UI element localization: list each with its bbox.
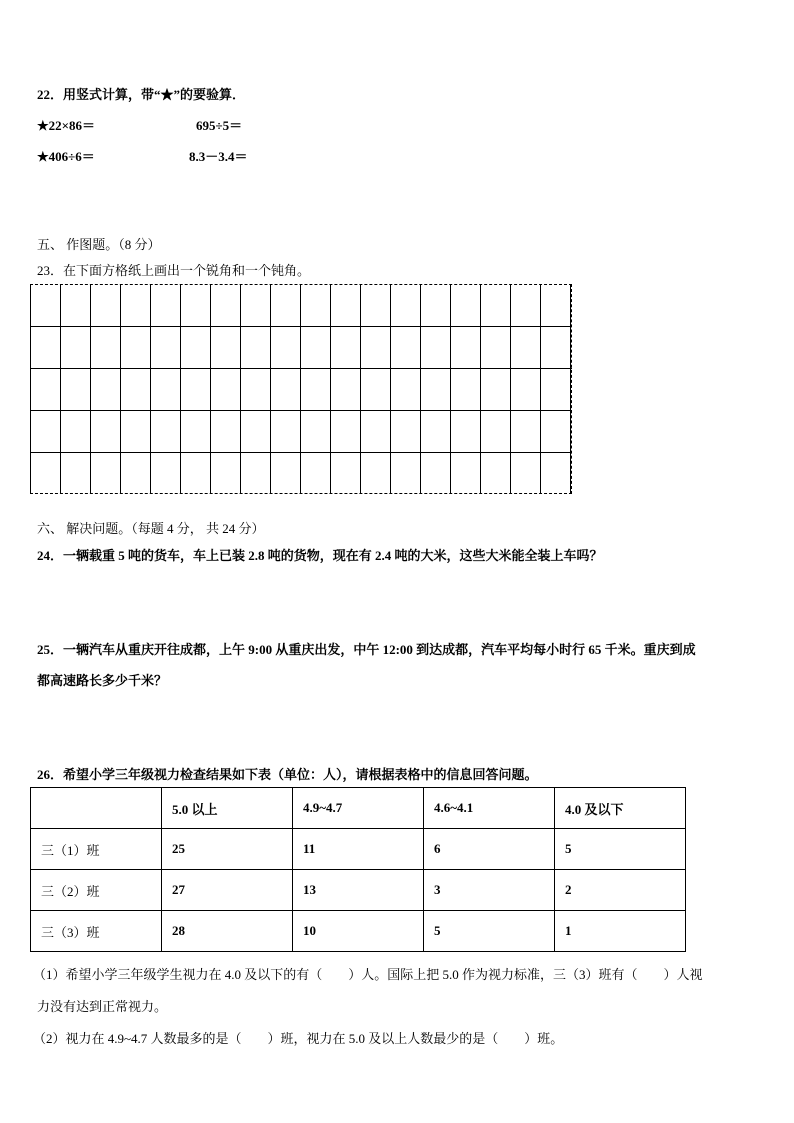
q22-item: 695÷5＝ — [196, 118, 243, 133]
vision-table — [30, 787, 686, 952]
table-cell: 5 — [424, 911, 555, 952]
table-header: 4.9~4.7 — [293, 788, 424, 829]
table-cell: 3 — [424, 870, 555, 911]
table-header — [31, 788, 162, 829]
table-header: 4.0 及以下 — [555, 788, 686, 829]
q25-line1: 25．一辆汽车从重庆开往成都，上午 9:00 从重庆出发，中午 12:00 到达成都，汽车平均每小时行 65 千米。重庆到成 — [37, 642, 696, 657]
q24-text: 24．一辆载重 5 吨的货车，车上已装 2.8 吨的货物，现在有 2.4 吨的大米，这些大米能全装上车吗？ — [37, 548, 603, 563]
table-cell: 2 — [555, 870, 686, 911]
table-cell: 三（3）班 — [31, 911, 162, 952]
table-header-row — [31, 788, 686, 829]
q22-item: ★22×86＝ — [37, 118, 96, 133]
table-cell: 三（1）班 — [31, 829, 162, 870]
section6-title: 六、 解决问题。（每题 4 分， 共 24 分） — [37, 521, 265, 536]
q26-title: 26．希望小学三年级视力检查结果如下表（单位：人），请根据表格中的信息回答问题。 — [37, 767, 538, 782]
table-row — [31, 829, 686, 870]
table-cell: 13 — [293, 870, 424, 911]
table-cell: 10 — [293, 911, 424, 952]
table-cell: 1 — [555, 911, 686, 952]
table-header: 4.6~4.1 — [424, 788, 555, 829]
table-cell: 5 — [555, 829, 686, 870]
table-cell: 11 — [293, 829, 424, 870]
table-cell: 27 — [162, 870, 293, 911]
table-cell: 6 — [424, 829, 555, 870]
q22-title: 22．用竖式计算，带“★”的要验算． — [37, 87, 246, 102]
q23-title: 23．在下面方格纸上画出一个锐角和一个钝角。 — [37, 263, 311, 278]
table-cell: 三（2）班 — [31, 870, 162, 911]
q22-item: ★406÷6＝ — [37, 149, 95, 164]
q22-item: 8.3－3.4＝ — [189, 149, 248, 164]
grid-paper[interactable] — [30, 284, 572, 494]
table-row — [31, 911, 686, 952]
table-cell: 25 — [162, 829, 293, 870]
q26-sub1-line1: （1）希望小学三年级学生视力在 4.0 及以下的有（ ）人。国际上把 5.0 作为视力标准，三（3）班有（ ）人视 — [33, 967, 703, 982]
q26-sub2: （2）视力在 4.9~4.7 人数最多的是（ ）班，视力在 5.0 及以上人数最少的是（ ）班。 — [33, 1031, 564, 1046]
q25-line2: 都高速路长多少千米？ — [37, 673, 168, 688]
table-header: 5.0 以上 — [162, 788, 293, 829]
table-cell: 28 — [162, 911, 293, 952]
q26-sub1-line2: 力没有达到正常视力。 — [37, 999, 168, 1014]
section5-title: 五、 作图题。（8 分） — [37, 237, 161, 252]
table-row — [31, 870, 686, 911]
